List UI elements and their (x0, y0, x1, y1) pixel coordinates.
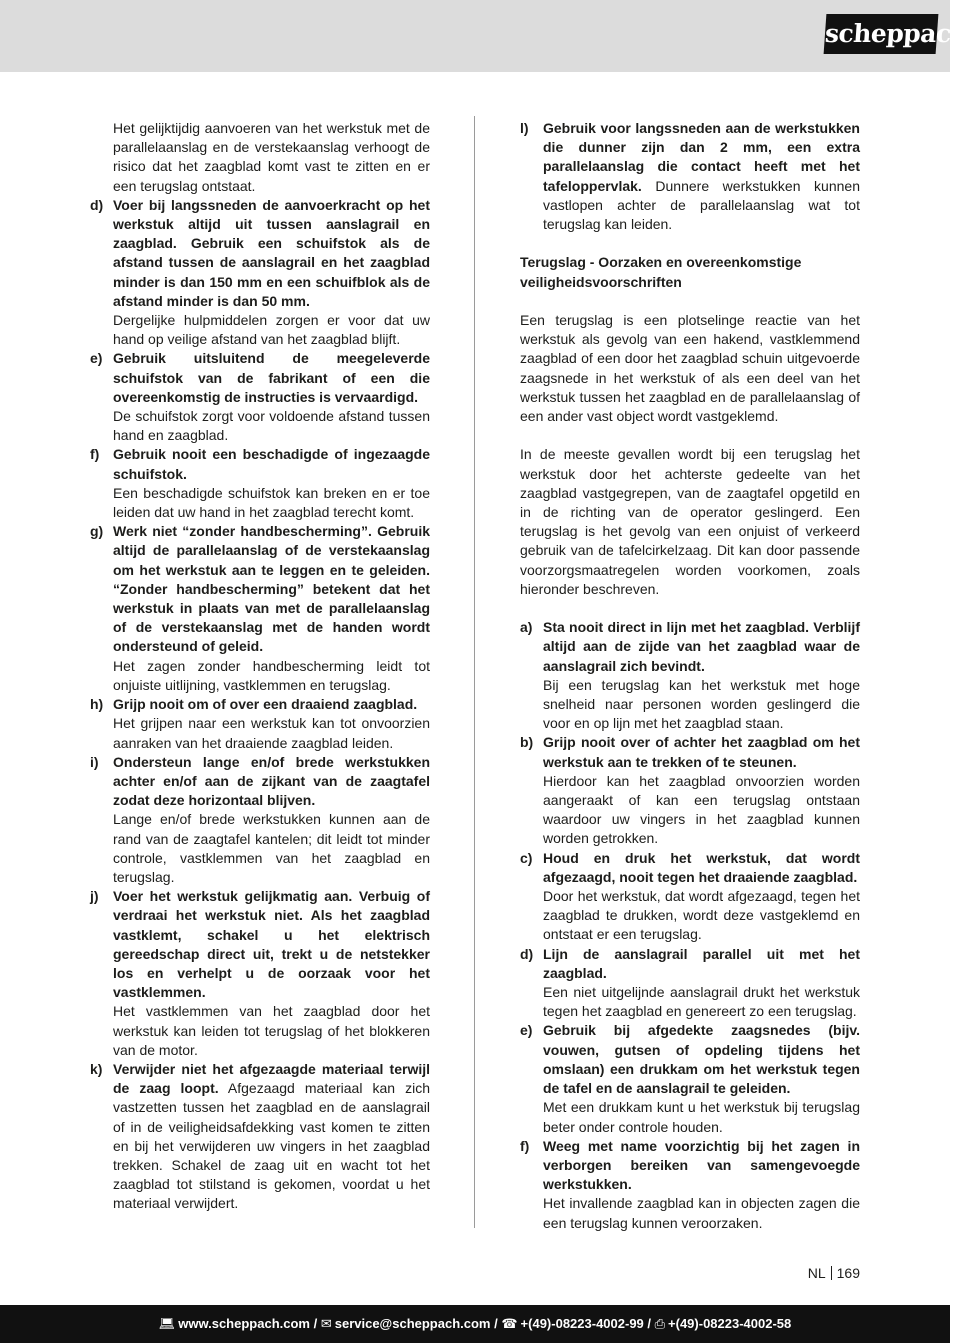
item-title: Voer het werkstuk gelijkmatig aan. Verbuig of verdraai het werkstuk niet. Als het zaagblad vastklemt, schakel u het elektrisch gereedschap direct uit, trekt u de netstekker los en verhelpt u de oorzaak voor het vastklemmen. (113, 888, 430, 1001)
fax-icon: ⎙ (654, 1316, 666, 1331)
section-heading: Terugslag - Oorzaken en overeenkomstige veiligheidsvoorschriften (520, 254, 802, 290)
item-body: Een niet uitgelijnde aanslagrail drukt het werkstuk tegen het zaagblad en genereert zo een terugslag. (543, 984, 860, 1020)
left-column (90, 119, 430, 1214)
item-body: Het zagen zonder handbescherming leidt tot onjuiste uitlijning, vastklemmen en terugslag. (113, 657, 430, 693)
list-item-e (520, 1021, 860, 1136)
item-title: Lijn de aanslagrail parallel uit met het zaagblad. (543, 945, 860, 981)
list-item-k (90, 1060, 430, 1214)
item-title: Voer bij langssneden de aanvoerkracht op het werkstuk altijd uit tussen aanslagrail en zaagblad. Gebruik een schuifstok als de afstand tussen de aanslagrail en het zaagblad minder is dan 150 mm en een schuifblok als de afstand minder is dan 50 mm. (113, 196, 430, 309)
item-title: Gebruik bij afgedekte zaagsnedes (bijv. vouwen, gutsen of opdeling tijdens het omslaan) een drukkam om het werkstuk tegen de tafel en de aanslagrail te geleiden. (543, 1022, 860, 1097)
list-item-d (520, 945, 860, 1022)
item-letter: c) (520, 849, 533, 866)
item-title: Grijp nooit over of achter het zaagblad om het werkstuk aan te trekken of te steunen. (543, 734, 860, 770)
item-body: Dergelijke hulpmiddelen zorgen er voor dat uw hand op veilige afstand van het zaagblad blijft. (113, 312, 430, 348)
item-letter: i) (90, 753, 99, 770)
paragraph-2: In de meeste gevallen wordt bij een terugslag het werkstuk door het achterste gedeelte van het zaagblad vastgegrepen, van de zaagtafel opgetild en in de richting van de operator geslingerd. Een terugslag is het gevolg van een onjuist of verkeerd gebruik van de tafelcirkelzaag. Dit kan door passende voorzorgsmaatregelen worden voorkomen, zoals hieronder beschreven. (520, 446, 860, 597)
list-item-l (520, 119, 860, 234)
item-title: Gebruik nooit een beschadigde of ingezaagde schuifstok. (113, 446, 430, 482)
footer-phone: +(49)-08223-4002-99 / (520, 1316, 651, 1331)
list-item-c (520, 849, 860, 945)
item-body: Het grijpen naar een werkstuk kan tot onvoorzien aanraken van het draaiende zaagblad leiden. (113, 715, 430, 751)
item-title: Grijp nooit om of over een draaiend zaagblad. (113, 696, 418, 713)
list-item-e (90, 349, 430, 445)
list-item-f (520, 1137, 860, 1233)
item-body: Hierdoor kan het zaagblad onvoorzien worden aangeraakt of kan een terugslag ontstaan waardoor uw vingers in het zaagblad kunnen worden getrokken. (543, 772, 860, 847)
mail-icon: ✉︎ (320, 1316, 332, 1331)
list-item-i (90, 753, 430, 887)
item-body: Een beschadigde schuifstok kan breken en er toe leiden dat uw hand in het zaagblad terecht komt. (113, 484, 430, 521)
scheppach-logo: scheppach (824, 14, 939, 54)
page-lang: NL (807, 1265, 826, 1281)
footer-fax: +(49)-08223-4002-58 (668, 1316, 792, 1331)
item-combined (113, 1060, 430, 1214)
page-separator (831, 1266, 832, 1280)
item-body: Afgezaagd materiaal kan zich vastzetten tussen het zaagblad en de aanslagrail of in de veiligheidsafdekking vast komen te zitten en bij het verwijderen uw vingers in het zaagblad trekken. Schakel de zaag uit en wacht tot het zaagblad tot stilstand is gekomen, voordat u het materiaal verwijdert. (113, 1080, 430, 1212)
item-letter: h) (90, 696, 104, 713)
list-item-j (90, 887, 430, 1060)
item-title: Gebruik voor langssneden aan de werkstukken die dunner zijn dan 2 mm, een extra parallelaanslag die contact heeft met het tafeloppervlak. (543, 120, 860, 194)
item-letter: f) (90, 446, 100, 463)
list-item-h (90, 695, 430, 753)
item-letter: l) (520, 120, 529, 136)
item-letter: a) (520, 619, 533, 636)
list-item-g (90, 522, 430, 695)
footer-website[interactable]: www.scheppach.com / (178, 1316, 318, 1331)
item-body: Het invallende zaagblad kan in objecten zagen die een terugslag kunnen veroorzaken. (543, 1195, 860, 1231)
right-column (520, 119, 860, 1233)
item-title: Weeg met name voorzichtig bij het zagen in verborgen bereiken van samengevoegde werkstukken. (543, 1137, 860, 1193)
laptop-icon: 💻︎ (158, 1316, 176, 1331)
phone-icon: ☎︎ (501, 1316, 518, 1331)
item-body: Met een drukkam kunt u het werkstuk bij terugslag beter onder controle houden. (543, 1099, 860, 1135)
item-title: Gebruik uitsluitend de meegeleverde schuifstok van de fabrikant of een die overeenkomstig de instructies is vervaardigd. (113, 350, 430, 405)
item-body: Door het werkstuk, dat wordt afgezaagd, tegen het zaagblad te drukken, wordt deze vastgeklemd en ontstaat er een terugslag. (543, 888, 860, 943)
page-number (760, 1265, 860, 1281)
item-letter: e) (520, 1022, 533, 1039)
item-title: Ondersteun lange en/of brede werkstukken achter en/of aan de zijkant van de zaagtafel zodat deze horizontaal blijven. (113, 753, 430, 809)
item-title: Sta nooit direct in lijn met het zaagblad. Verblijf altijd aan de zijde van het zaagblad waar de aanslagrail zich bevindt. (543, 619, 860, 674)
item-letter: k) (90, 1060, 103, 1077)
intro-paragraph: Het gelijktijdig aanvoeren van het werkstuk met de parallelaanslag en de verstekaanslag verhoogt de risico dat het zaagblad komt vast te zitten en er een terugslag ontstaat. (113, 120, 430, 194)
item-letter: j) (90, 888, 99, 905)
footer-email[interactable]: service@scheppach.com / (334, 1316, 498, 1331)
header-bar (0, 0, 970, 72)
item-body: Het vastklemmen van het zaagblad door het werkstuk kan leiden tot terugslag of het blokkeren van de motor. (113, 1003, 430, 1058)
page-num: 169 (836, 1265, 860, 1281)
list-item-a (520, 618, 860, 733)
item-body: De schuifstok zorgt voor voldoende afstand tussen hand en zaagblad. (113, 408, 430, 444)
item-letter: e) (90, 350, 103, 367)
item-letter: g) (90, 523, 104, 540)
list-item-f (90, 445, 430, 522)
column-divider (474, 116, 475, 1228)
list-item-d (90, 196, 430, 350)
item-body: Dunnere werkstukken kunnen vastlopen achter de parallelaanslag wat tot terugslag kan leiden. (543, 177, 860, 233)
item-letter: f) (520, 1137, 530, 1154)
item-body: Bij een terugslag kan het werkstuk met hoge snelheid naar personen worden geslingerd die voor en op lijn met het zaagblad staan. (543, 676, 860, 732)
item-title: Werk niet “zonder handbescherming”. Gebruik altijd de parallelaanslag of de verstekaanslag om het werkstuk aan te leggen en te geleiden. “Zonder handbescherming” betekent dat het werkstuk in plaats van met de parallelaanslag of de verstekaanslag met de handen wordt ondersteund of geleid. (113, 523, 430, 655)
list-item-b (520, 733, 860, 848)
item-letter: d) (90, 196, 104, 213)
item-body: Lange en/of brede werkstukken kunnen aan de rand van de zaagtafel kantelen; dit leidt tot minder controle, vastklemmen van het zaagblad en terugslag. (113, 811, 430, 885)
item-letter: b) (520, 734, 534, 751)
paragraph-1: Een terugslag is een plotselinge reactie van het werkstuk als gevolg van een hakend, vastklemmend zaagblad of een door het zaagblad schuin uitgevoerde zaagsnede in het werkstuk of als een deel van het werkstuk tussen het zaagblad en de parallelaanslag of een ander vast object wordt vastgeklemd. (520, 312, 860, 425)
item-letter: d) (520, 945, 534, 962)
item-combined (543, 119, 860, 234)
item-title: Verwijder niet het afgezaagde materiaal terwijl de zaag loopt. (113, 1060, 430, 1097)
footer-bar (0, 1305, 950, 1343)
item-title: Houd en druk het werkstuk, dat wordt afgezaagd, nooit tegen het draaiende zaagblad. (543, 849, 860, 885)
